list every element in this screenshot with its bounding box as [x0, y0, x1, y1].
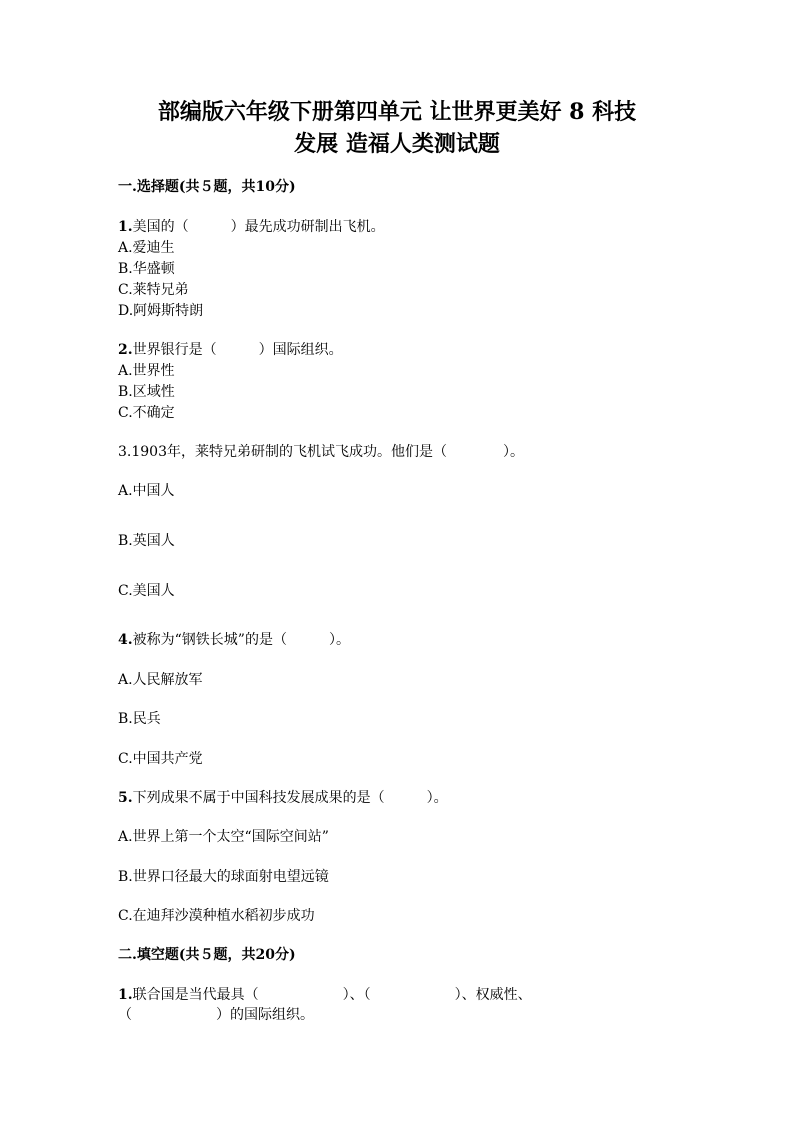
question-5	[118, 789, 448, 807]
option-5a: A.世界上第一个太空“国际空间站”	[118, 829, 329, 845]
option-4c: C.中国共产党	[118, 751, 203, 767]
option-1b: B.华盛顿	[118, 261, 175, 277]
question-1	[118, 218, 385, 236]
question-2	[118, 341, 343, 359]
question-text: 美国的（ ）最先成功研制出飞机。	[132, 219, 385, 235]
option-3b: B.英国人	[118, 533, 175, 549]
question-text: 世界银行是（ ）国际组织。	[132, 342, 343, 358]
option-5c: C.在迪拜沙漠种植水稻初步成功	[118, 908, 315, 924]
question-number: 1.	[118, 987, 133, 1003]
fill-question-1	[118, 986, 532, 1004]
question-number: 2.	[118, 342, 133, 358]
option-1d: D.阿姆斯特朗	[118, 303, 204, 319]
option-4b: B.民兵	[118, 711, 161, 727]
section-heading-choice: 一.选择题(共５题，共10分)	[118, 179, 296, 195]
option-1c: C.莱特兄弟	[118, 282, 189, 298]
question-number: 1.	[118, 219, 133, 235]
question-number: 4.	[118, 632, 133, 648]
title-line-1: 部编版六年级下册第四单元 让世界更美好 8 科技	[157, 99, 637, 125]
option-4a: A.人民解放军	[118, 672, 203, 688]
question-text: 1903年，莱特兄弟研制的飞机试飞成功。他们是（ ）。	[131, 444, 524, 460]
option-3c: C.美国人	[118, 583, 175, 599]
section-heading-fill: 二.填空题(共５题，共20分)	[118, 947, 296, 963]
question-text: 下列成果不属于中国科技发展成果的是（ ）。	[132, 790, 448, 806]
option-3a: A.中国人	[118, 483, 175, 499]
question-text-line-1: 联合国是当代最具（ ）、（ ）、权威性、	[132, 987, 532, 1003]
option-2b: B.区域性	[118, 384, 175, 400]
title-line-2: 发展 造福人类测试题	[294, 131, 500, 157]
page-title	[100, 96, 694, 160]
question-4	[118, 631, 350, 649]
question-text: 被称为“钢铁长城”的是（ ）。	[132, 632, 350, 648]
question-number: 5.	[118, 790, 133, 806]
option-1a: A.爱迪生	[118, 240, 175, 256]
question-number: 3.	[118, 444, 132, 460]
question-3	[118, 443, 524, 461]
option-5b: B.世界口径最大的球面射电望远镜	[118, 869, 329, 885]
fill-question-1-line-2: （ ）的国际组织。	[118, 1007, 314, 1023]
option-2a: A.世界性	[118, 363, 175, 379]
option-2c: C.不确定	[118, 405, 175, 421]
